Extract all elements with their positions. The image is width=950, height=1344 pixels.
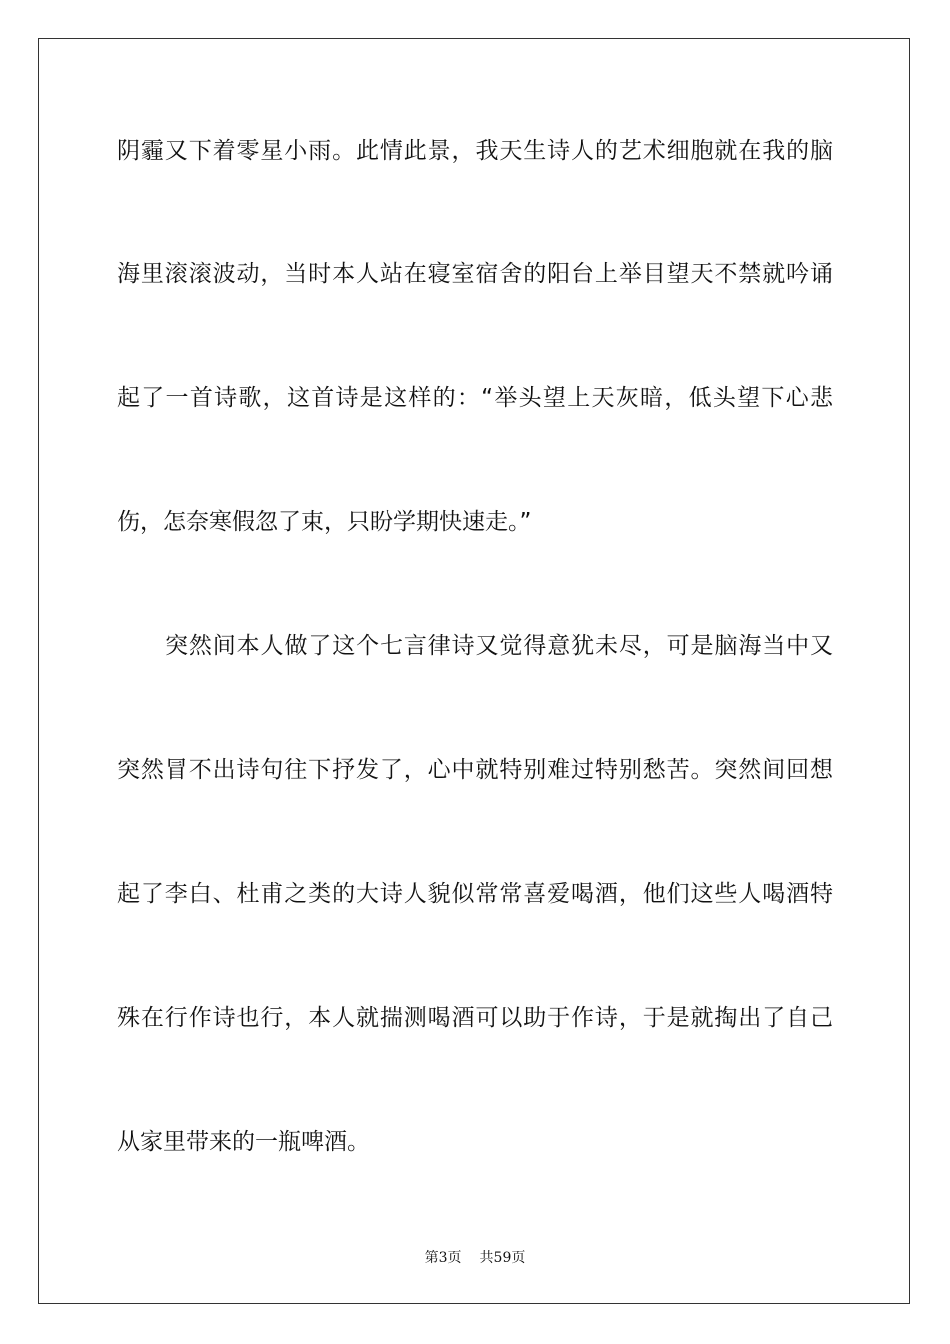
- text-line: 突然冒不出诗句往下抒发了，心中就特别难过特别愁苦。突然间回想: [117, 757, 833, 783]
- page-border: [38, 38, 910, 1304]
- total-pages: 共59页: [479, 1250, 526, 1266]
- text-line: 从家里带来的一瓶啤酒。: [117, 1129, 370, 1155]
- page-number: 第3页: [424, 1250, 462, 1266]
- text-line: 海里滚滚波动，当时本人站在寝室宿舍的阳台上举目望天不禁就吟诵: [117, 261, 833, 287]
- page-footer: [0, 1247, 950, 1267]
- text-line: 起了一首诗歌，这首诗是这样的：“举头望上天灰暗，低头望下心悲: [117, 385, 833, 411]
- text-line: 起了李白、杜甫之类的大诗人貌似常常喜爱喝酒，他们这些人喝酒特: [117, 881, 833, 907]
- text-line: 突然间本人做了这个七言律诗又觉得意犹未尽，可是脑海当中又: [165, 633, 833, 659]
- text-line: 阴霾又下着零星小雨。此情此景，我天生诗人的艺术细胞就在我的脑: [117, 138, 833, 164]
- text-line: 伤，怎奈寒假忽了束，只盼学期快速走。”: [117, 509, 532, 535]
- text-line: 殊在行作诗也行，本人就揣测喝酒可以助于作诗，于是就掏出了自己: [117, 1005, 833, 1031]
